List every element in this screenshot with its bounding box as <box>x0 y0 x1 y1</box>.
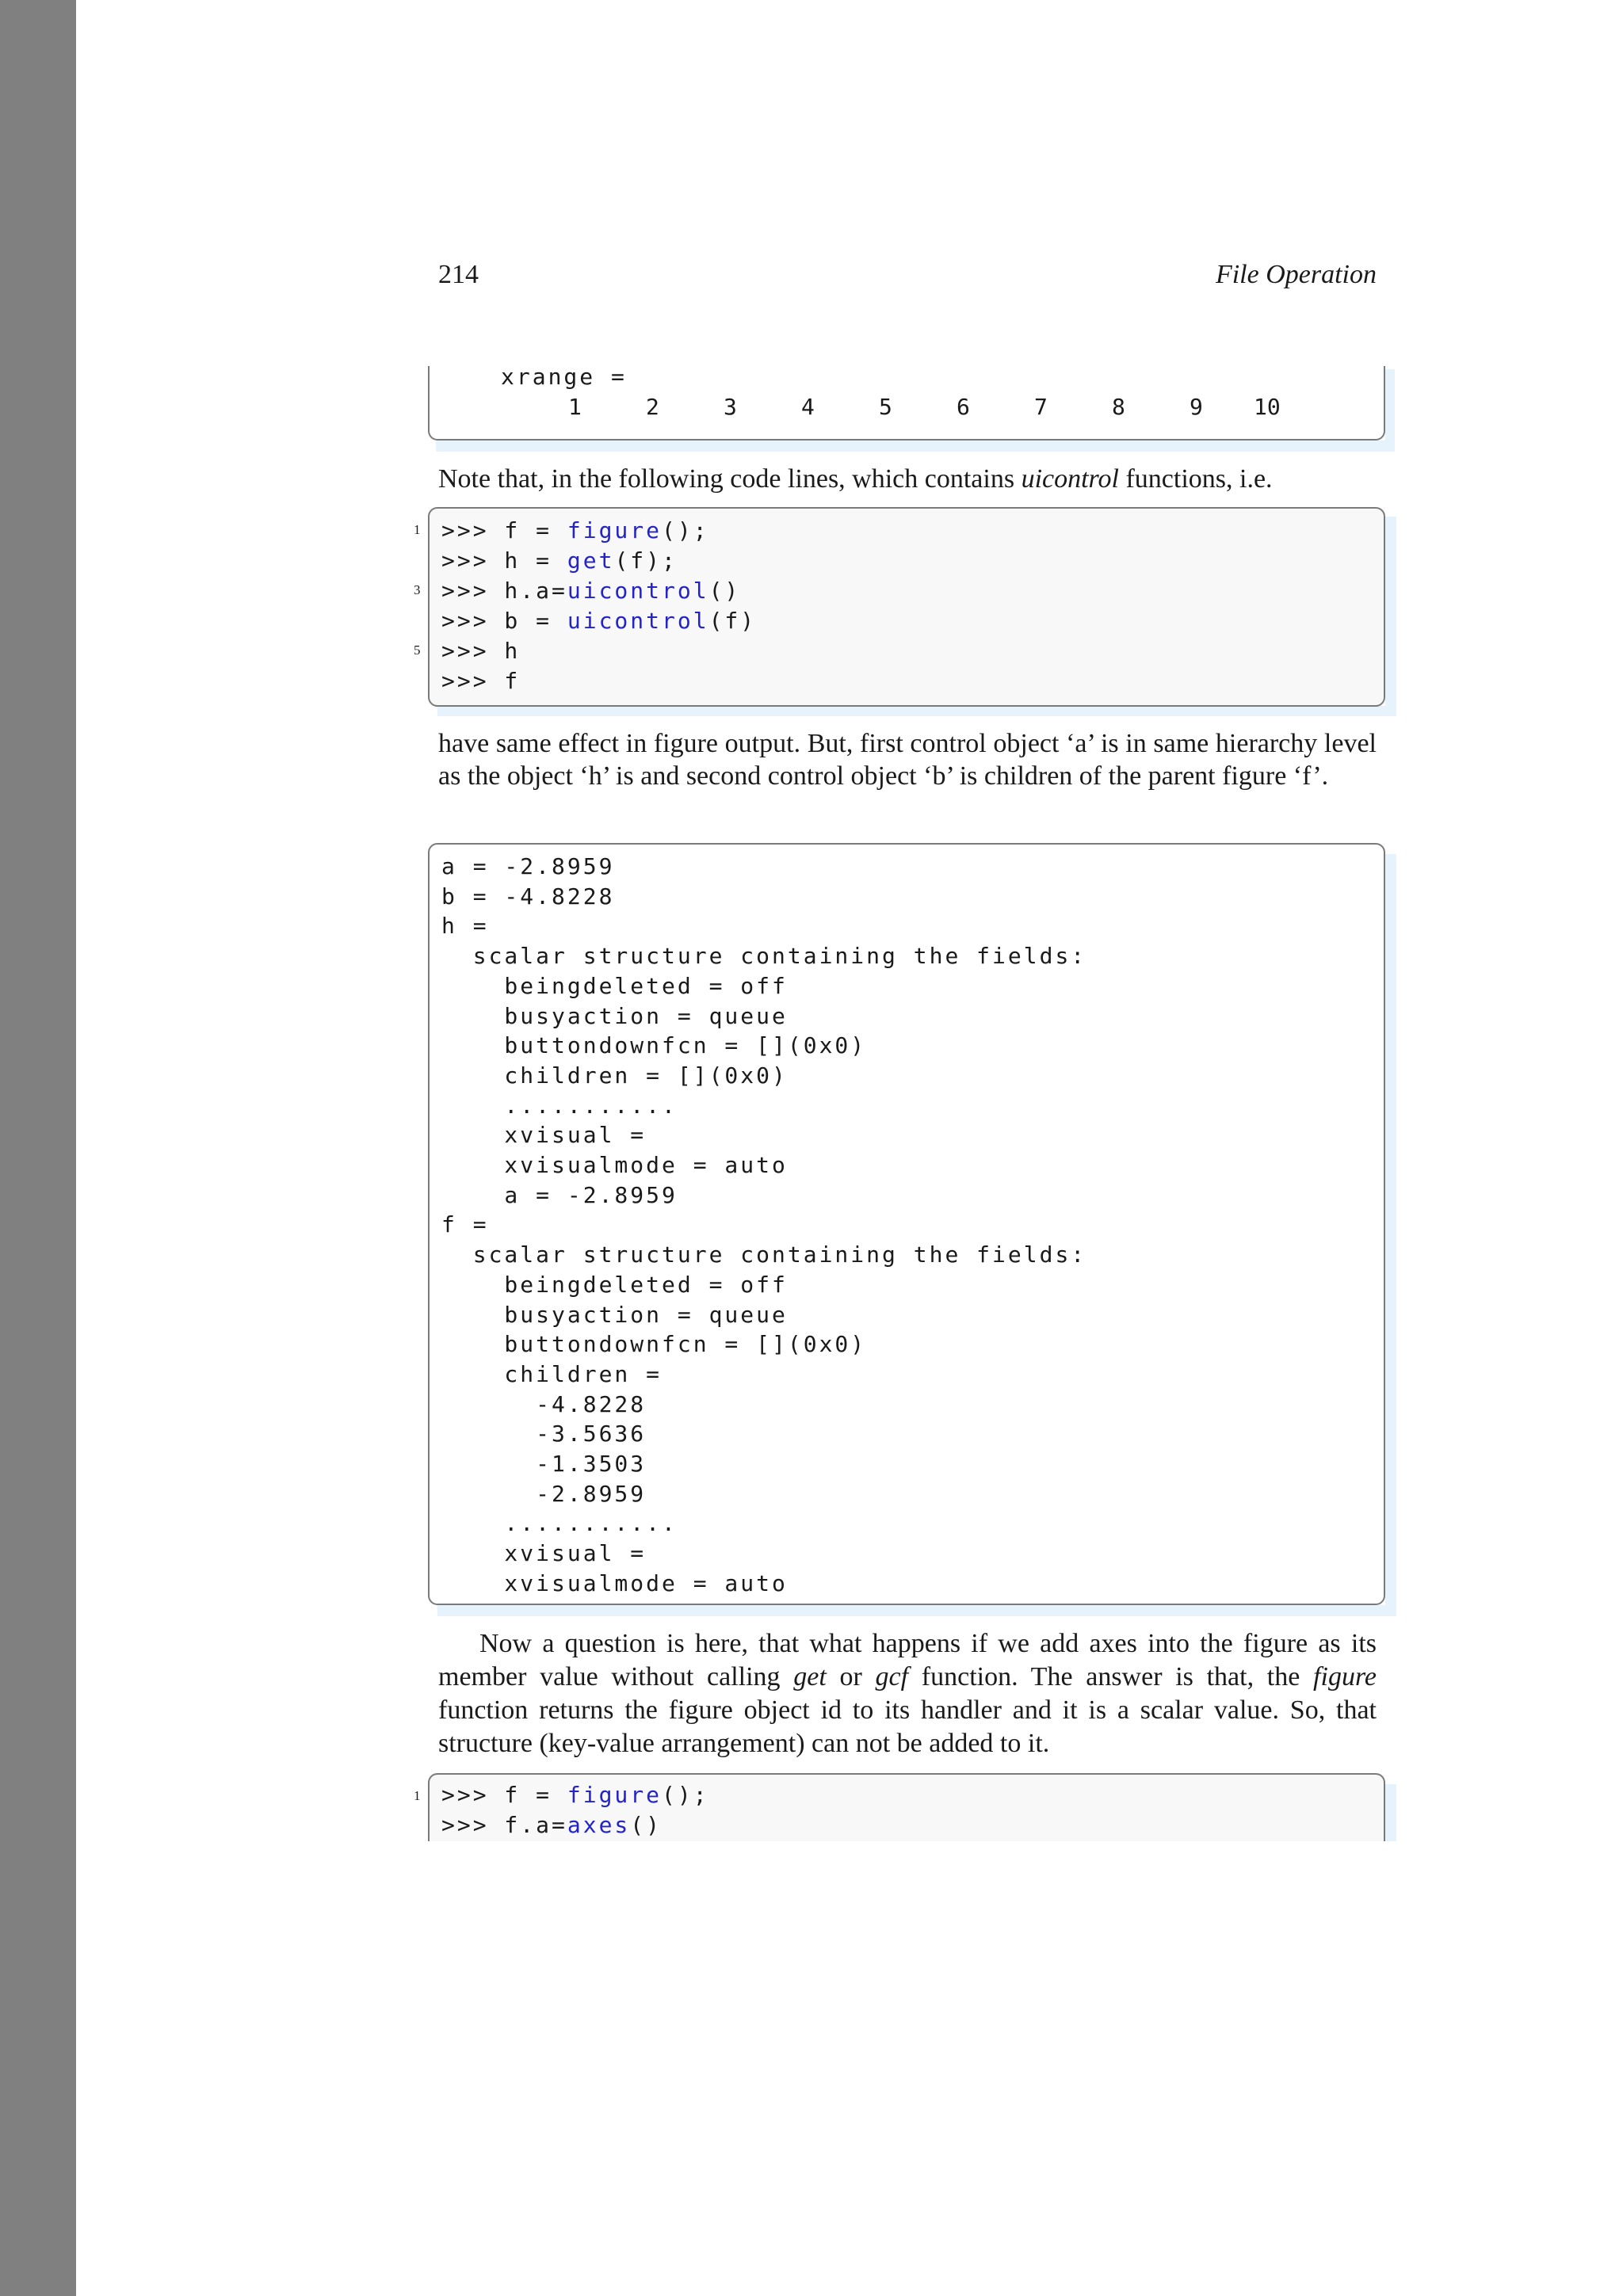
xrange-block-shadow-right <box>1385 369 1395 452</box>
xrange-value: 8 <box>1112 394 1125 420</box>
code-text: (); <box>662 517 709 543</box>
line-number: 5 <box>414 643 421 658</box>
output-line: a = -2.8959 <box>441 853 615 879</box>
code-text: >>> f = <box>441 517 567 543</box>
output-block-shadow-bottom <box>437 1605 1396 1616</box>
output-line: h = <box>441 913 489 940</box>
code-text: (); <box>662 1782 709 1808</box>
code-line <box>441 577 740 605</box>
paragraph-question <box>438 1627 1377 1760</box>
output-block-shadow-right <box>1385 854 1396 1616</box>
code-line <box>441 517 709 545</box>
xrange-value: 7 <box>1034 394 1048 420</box>
output-line: a = -2.8959 <box>441 1181 678 1208</box>
code-block-2-shadow-right <box>1385 1784 1396 1841</box>
code-text: >>> b = <box>441 608 567 634</box>
para-text: Note that, in the following code lines, which contains <box>438 464 1022 494</box>
xrange-value: 2 <box>646 394 659 420</box>
code-text: () <box>630 1812 663 1838</box>
line-number: 1 <box>414 1788 421 1803</box>
left-margin-bar <box>0 0 76 2296</box>
output-line: scalar structure containing the fields: <box>441 1241 1087 1268</box>
line-number: 1 <box>414 522 421 537</box>
para-text: function. The answer is that, the <box>908 1662 1314 1691</box>
output-line: xvisual = <box>441 1122 647 1149</box>
code-keyword: figure <box>567 1782 663 1808</box>
code-keyword: get <box>567 547 615 574</box>
output-block <box>428 843 1385 1605</box>
output-line: -2.8959 <box>441 1480 647 1507</box>
code-text: (f) <box>708 608 757 634</box>
output-line: children = [](0x0) <box>441 1062 788 1089</box>
running-title: File Operation <box>1215 260 1377 289</box>
code-keyword: axes <box>567 1812 631 1838</box>
output-line: scalar structure containing the fields: <box>441 943 1087 970</box>
output-line: -4.8228 <box>441 1390 647 1417</box>
code-keyword: figure <box>567 517 663 543</box>
code-text: >>> f = <box>441 1782 567 1808</box>
output-line: f = <box>441 1211 489 1238</box>
output-line: xvisualmode = auto <box>441 1152 788 1178</box>
para-emphasis: figure <box>1313 1662 1377 1691</box>
code-text: >>> h = <box>441 547 567 574</box>
code-block-1 <box>428 507 1385 707</box>
code-keyword: uicontrol <box>567 608 709 634</box>
para-text: Now a question is here, that what happens if we add axes into the figure as its member value without calling <box>438 1629 1377 1691</box>
output-line: xvisual = <box>441 1540 647 1567</box>
para-text: functions, i.e. <box>1118 464 1273 494</box>
xrange-value: 3 <box>724 394 737 420</box>
output-line: -1.3503 <box>441 1451 647 1477</box>
code-keyword: uicontrol <box>567 578 709 604</box>
output-line: busyaction = queue <box>441 1301 788 1328</box>
code-line <box>441 667 520 696</box>
code-block-2 <box>428 1773 1385 1841</box>
xrange-value: 4 <box>801 394 815 420</box>
xrange-label: xrange = <box>501 364 627 390</box>
output-line: busyaction = queue <box>441 1002 788 1029</box>
output-line: children = <box>441 1360 663 1387</box>
line-number: 3 <box>414 582 421 597</box>
code-block-1-shadow-bottom <box>437 706 1396 716</box>
code-text: >>> h <box>441 638 521 664</box>
para-emphasis: uicontrol <box>1021 464 1119 494</box>
code-line <box>441 547 678 575</box>
para-text: or <box>826 1662 876 1691</box>
paragraph-explanation: have same effect in figure output. But, first control object ‘a’ is in same hierarchy level as the object ‘h’ is and second control object ‘b’ is children of the parent figure ‘f’. <box>438 729 1377 791</box>
output-line: ........... <box>441 1510 678 1537</box>
output-line: -3.5636 <box>441 1421 647 1447</box>
xrange-value: 1 <box>568 394 582 420</box>
code-text: (f); <box>614 547 678 574</box>
output-line: buttondownfcn = [](0x0) <box>441 1331 867 1358</box>
code-text: >>> h.a= <box>441 578 567 604</box>
code-text: >>> f.a= <box>441 1812 567 1838</box>
code-text: () <box>708 578 741 604</box>
para-emphasis: get <box>793 1662 827 1691</box>
code-line <box>441 607 756 635</box>
code-text: >>> f <box>441 668 521 694</box>
output-line: beingdeleted = off <box>441 1271 788 1298</box>
output-line: b = -4.8228 <box>441 883 615 910</box>
code-line <box>441 637 520 666</box>
xrange-value: 10 <box>1254 394 1281 420</box>
page-number: 214 <box>438 260 479 289</box>
output-line: ........... <box>441 1092 678 1119</box>
code-block-1-shadow-right <box>1385 517 1396 716</box>
output-line: buttondownfcn = [](0x0) <box>441 1032 867 1059</box>
para-emphasis: gcf <box>875 1662 909 1691</box>
code-line <box>441 1811 662 1840</box>
para-text: function returns the figure object id to its handler and it is a scalar value. So, that structure (key-value arrangement) can not be added to it. <box>438 1695 1377 1758</box>
paragraph-note <box>438 463 1377 495</box>
output-line: xvisualmode = auto <box>441 1569 788 1596</box>
output-line: beingdeleted = off <box>441 972 788 999</box>
xrange-value: 9 <box>1190 394 1203 420</box>
xrange-value: 5 <box>879 394 892 420</box>
xrange-value: 6 <box>957 394 970 420</box>
xrange-block-shadow-bottom <box>436 441 1395 452</box>
code-line <box>441 1781 709 1810</box>
